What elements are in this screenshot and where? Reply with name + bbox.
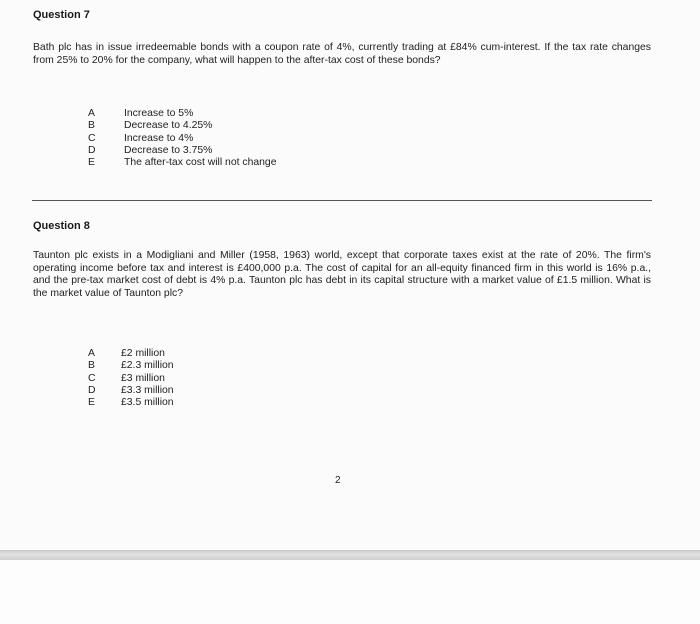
option-letter: B [88,360,95,372]
option-text: Decrease to 3.75% [124,144,213,156]
option-letter: D [88,384,96,396]
option-b [0,120,700,132]
option-letter: C [88,372,96,384]
question-8-text: Taunton plc exists in a Modigliani and Miller (1958, 1963) world, except that corporate taxes exist at the rate of 20%. The firm's operating income before tax and interest is £400,000 p.a. The cost of capital for an all-equity financed firm in this world is 16% p.a., and the pre-tax market cost of debt is 4% p.a. Taunton plc has debt in its capital structure with a market value of £1.5 million. What is the market value of Taunton plc? [33,250,651,299]
option-letter: A [88,108,95,119]
option-letter: D [88,144,96,156]
question-8-title: Question 8 [33,220,90,232]
question-7-title: Question 7 [33,9,90,21]
option-text: £3 million [121,372,165,384]
empty-area-below-page [0,560,700,624]
option-c [0,373,700,385]
option-e [0,397,700,409]
option-c [0,133,700,145]
option-e [0,157,700,169]
option-letter: A [88,348,95,359]
option-text: Decrease to 4.25% [124,120,213,132]
option-text: £2.3 million [121,360,174,372]
option-d [0,385,700,397]
option-text: Increase to 4% [124,132,194,144]
option-a [0,108,700,120]
section-divider [32,200,652,201]
option-letter: E [88,157,95,169]
option-text: £3.3 million [121,384,174,396]
option-text: £3.5 million [121,397,174,409]
question-7-options [0,108,700,169]
option-letter: E [88,397,95,409]
option-text: The after-tax cost will not change [124,157,277,169]
option-a [0,348,700,360]
option-text: Increase to 5% [124,108,194,119]
option-b [0,360,700,372]
page-number: 2 [335,475,341,486]
question-7-text: Bath plc has in issue irredeemable bonds with a coupon rate of 4%, currently trading at £84% cum-interest. If the tax rate changes from 25% to 20% for the company, what will happen to the after-tax cost of these bonds? [33,42,651,66]
option-text: £2 million [121,348,165,359]
option-d [0,145,700,157]
question-8-options [0,348,700,409]
option-letter: C [88,132,96,144]
option-letter: B [88,120,95,132]
page-bottom-edge [0,550,700,560]
